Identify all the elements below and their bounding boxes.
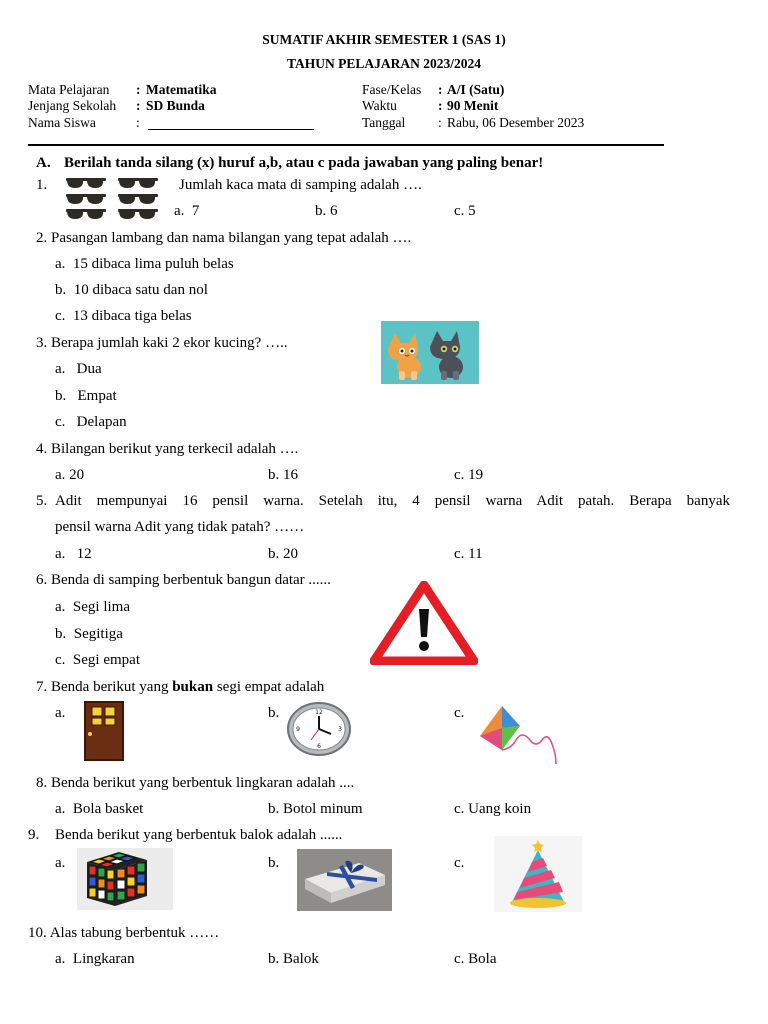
section-instruction: Berilah tanda silang (x) huruf a,b, atau c pada jawaban yang paling benar! [64,155,544,171]
option-text: 7 [191,203,200,219]
name-field[interactable] [148,116,314,130]
q4-option-c[interactable] [454,468,483,483]
option-key: b. [268,951,280,967]
option-key: a. [55,801,66,817]
warning-triangle-sign [370,581,478,665]
option-key: b. [55,626,67,642]
question-number: 2. [36,230,48,246]
question-number: 4. [36,441,48,457]
party-hat-picture [494,836,582,912]
q5-option-c[interactable] [454,547,483,562]
option-text: Lingkaran [72,951,135,967]
option-key: c. [454,546,465,562]
option-key: a. [55,951,66,967]
q2-option-c[interactable] [55,309,192,324]
subject-value: Matematika [146,82,217,97]
q9-number: 9. [28,827,40,843]
option-text: Bola [468,951,497,967]
q6-option-b[interactable] [55,627,123,642]
q10-text [28,926,219,941]
option-key: a. [55,599,66,615]
q1-text: Jumlah kaca mata di samping adalah …. [179,177,422,193]
option-key: c. [454,951,465,967]
q8-option-b[interactable] [268,802,363,817]
option-key: b. [268,801,280,817]
option-key: a. [55,256,66,272]
q7-option-a[interactable]: a. [55,705,66,721]
option-key: b. [55,282,67,298]
class-sep: : [438,82,443,97]
q6-option-c[interactable] [55,653,140,668]
q5-text-line1: Adit mempunyai 16 pensil warna. Setelah itu, 4 pensil warna Adit patah. Berapa banyak [55,493,730,509]
option-text: 13 dibaca tiga belas [72,308,192,324]
option-text: 16 [283,467,298,483]
class-label: Fase/Kelas [362,82,422,97]
option-text: 11 [468,546,483,562]
q9-option-a[interactable]: a. [55,855,66,871]
q10-option-c[interactable] [454,952,497,967]
time-sep: : [438,98,443,113]
option-text: Segi lima [72,599,130,615]
q9-text: Benda berikut yang berbentuk balok adalah ...... [55,827,343,843]
q7-option-b[interactable]: b. [268,705,280,721]
question-number: 8. [36,775,48,791]
option-text: Bola basket [72,801,144,817]
option-key: b. [268,546,280,562]
option-key: b. [55,388,67,404]
date-value: Rabu, 06 Desember 2023 [447,115,585,130]
option-key: a. [55,361,66,377]
sunglasses-icon [64,176,160,222]
question-number: 7. [36,679,48,695]
q1-option-c[interactable] [454,204,476,219]
question-number: 10. [28,925,47,941]
q9-option-b[interactable]: b. [268,855,280,871]
option-text: 5 [468,203,476,219]
q3-option-c[interactable] [55,415,127,430]
option-text: Dua [76,361,102,377]
option-text: 20 [69,467,85,483]
date-label: Tanggal [362,115,406,130]
q9-option-c[interactable]: c. [454,855,465,871]
q3-option-a[interactable] [55,362,102,377]
q10-option-a[interactable] [55,952,135,967]
question-number: 3. [36,335,48,351]
question-text: Berapa jumlah kaki 2 ekor kucing? ….. [51,335,288,351]
school-value: SD Bunda [146,98,205,113]
q8-text [36,776,354,791]
option-key: b. [315,203,327,219]
q7-text [36,680,324,695]
option-text: 12 [76,546,92,562]
q8-option-c[interactable] [454,802,531,817]
wall-clock-picture [287,702,351,756]
two-cats-picture [381,321,479,384]
name-sep: : [136,115,140,130]
name-label: Nama Siswa [28,115,96,130]
kite-picture [466,704,562,768]
header-divider [28,144,664,146]
q1-option-a[interactable] [174,204,199,219]
date-sep: : [438,115,442,130]
question-text-emphasis: bukan [172,679,214,695]
option-text: Empat [77,388,117,404]
option-text: 6 [330,203,338,219]
option-key: a. [55,546,66,562]
option-key: c. [454,467,465,483]
q7-option-c[interactable]: c. [454,705,465,721]
option-text: 19 [468,467,484,483]
question-text: Pasangan lambang dan nama bilangan yang tepat adalah …. [51,230,412,246]
q4-option-a[interactable] [55,468,84,483]
option-key: c. [454,203,465,219]
q3-text [36,336,288,351]
q4-option-b[interactable] [268,468,298,483]
q3-option-b[interactable] [55,389,117,404]
question-text: Benda berikut yang berbentuk lingkaran adalah .... [51,775,355,791]
exam-title: SUMATIF AKHIR SEMESTER 1 (SAS 1) [262,32,506,47]
option-key: a. [174,203,185,219]
q4-text [36,442,298,457]
option-key: c. [55,308,66,324]
door-picture [84,701,124,761]
q6-text [36,573,331,588]
option-text: 20 [283,546,298,562]
question-text: Alas tabung berbentuk …… [49,925,220,941]
q1-number: 1. [36,177,48,193]
q2-option-a[interactable] [55,257,234,272]
option-key: c. [55,652,66,668]
option-text: Uang koin [468,801,532,817]
subject-label: Mata Pelajaran [28,82,110,97]
option-key: a. [55,467,66,483]
svg-text:9: 9 [296,726,300,733]
q5-option-b[interactable] [268,547,298,562]
q5-number: 5. [36,493,48,509]
section-letter: A. [36,155,51,171]
q2-option-b[interactable] [55,283,208,298]
option-text: 15 dibaca lima puluh belas [72,256,234,272]
q10-option-b[interactable] [268,952,319,967]
school-label: Jenjang Sekolah [28,98,117,113]
time-value: 90 Menit [447,98,499,113]
q6-option-a[interactable] [55,600,130,615]
option-text: Segi empat [72,652,140,668]
gift-box-picture [297,849,392,911]
option-text: Delapan [76,414,127,430]
q1-option-b[interactable] [315,204,338,219]
option-key: b. [268,467,280,483]
option-text: Segitiga [73,626,123,642]
exam-year: TAHUN PELAJARAN 2023/2024 [286,56,481,71]
time-label: Waktu [362,98,397,113]
class-value: A/I (Satu) [447,82,505,97]
question-text-pre: Benda berikut yang [51,679,173,695]
svg-text:12: 12 [315,709,323,716]
option-text: Balok [283,951,319,967]
school-sep: : [136,98,141,113]
question-text: Benda di samping berbentuk bangun datar ...... [51,572,331,588]
option-text: Botol minum [283,801,363,817]
q8-option-a[interactable] [55,802,143,817]
q5-option-a[interactable] [55,547,92,562]
option-key: c. [454,801,465,817]
question-number: 6. [36,572,48,588]
question-text: Bilangan berikut yang terkecil adalah …. [51,441,299,457]
svg-text:6: 6 [317,743,321,750]
svg-text:3: 3 [338,726,342,733]
option-text: 10 dibaca satu dan nol [73,282,208,298]
subject-sep: : [136,82,141,97]
q5-text-line2: pensil warna Adit yang tidak patah? …… [55,519,305,535]
q2-text [36,231,411,246]
question-text-post: segi empat adalah [213,679,325,695]
rubiks-cube-picture [77,848,173,910]
option-key: c. [55,414,66,430]
